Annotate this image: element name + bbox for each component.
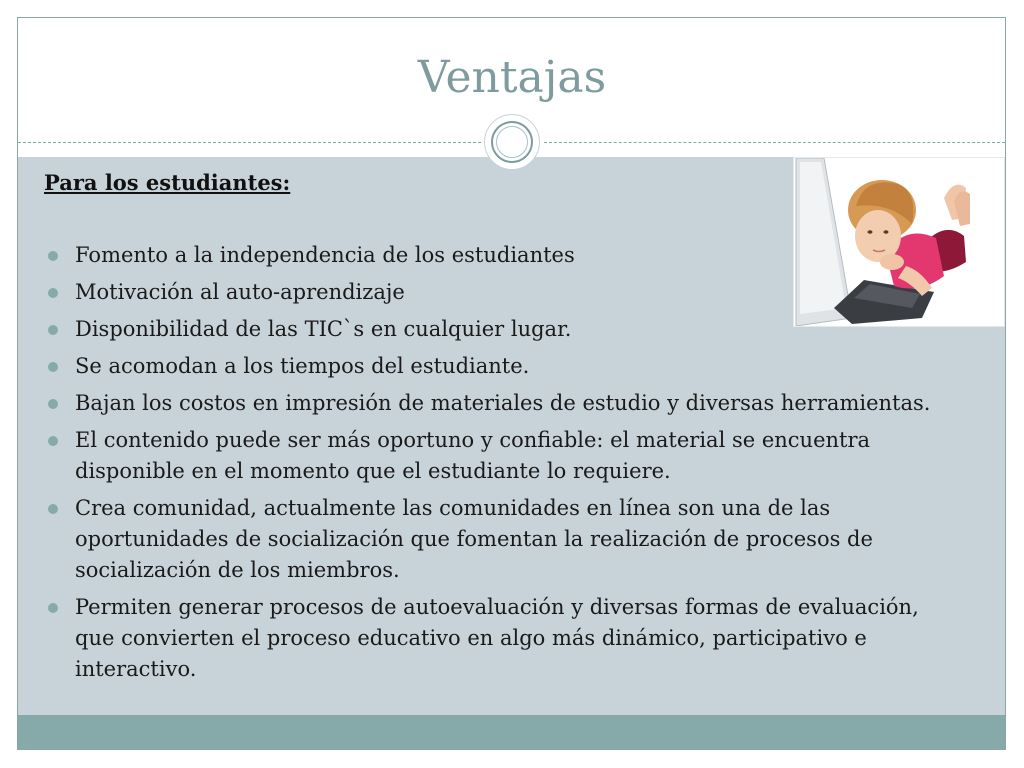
bullet-item — [44, 493, 944, 586]
bullet-item — [44, 388, 944, 419]
bullet-item — [44, 277, 944, 308]
bullet-text: Crea comunidad, actualmente las comunidades en línea son una de las oportunidades de socialización que fomentan la realización de procesos de socialización de los miembros. — [75, 496, 873, 582]
bullet-dot-icon — [48, 251, 58, 261]
bullet-item — [44, 240, 944, 271]
bullet-text: Permiten generar procesos de autoevaluación y diversas formas de evaluación, que convierten el proceso educativo en algo más dinámico, participativo e interactivo. — [75, 595, 919, 681]
bullet-text: Fomento a la independencia de los estudiantes — [75, 243, 575, 267]
bullet-text: Bajan los costos en impresión de materiales de estudio y diversas herramientas. — [75, 391, 931, 415]
footer-band — [18, 715, 1005, 749]
bullet-item — [44, 314, 944, 345]
bullet-item — [44, 592, 944, 685]
title-divider-right — [544, 142, 1005, 143]
bullet-item — [44, 425, 944, 487]
bullet-dot-icon — [48, 325, 58, 335]
circle-ornament-icon — [484, 114, 540, 170]
bullet-dot-icon — [48, 504, 58, 514]
bullet-dot-icon — [48, 288, 58, 298]
bullet-dot-icon — [48, 603, 58, 613]
bullet-text: Motivación al auto-aprendizaje — [75, 280, 405, 304]
title-divider-left — [18, 142, 481, 143]
bullet-text: Se acomodan a los tiempos del estudiante. — [75, 354, 530, 378]
bullet-text: El contenido puede ser más oportuno y confiable: el material se encuentra disponible en el momento que el estudiante lo requiere. — [75, 428, 871, 483]
bullet-dot-icon — [48, 399, 58, 409]
ornament-ring — [491, 121, 533, 163]
slide-title: Ventajas — [417, 52, 607, 103]
bullet-item — [44, 351, 944, 382]
bullet-list — [44, 240, 944, 691]
bullet-dot-icon — [48, 362, 58, 372]
section-heading: Para los estudiantes: — [44, 170, 291, 195]
bullet-dot-icon — [48, 436, 58, 446]
bullet-text: Disponibilidad de las TIC`s en cualquier lugar. — [75, 317, 572, 341]
